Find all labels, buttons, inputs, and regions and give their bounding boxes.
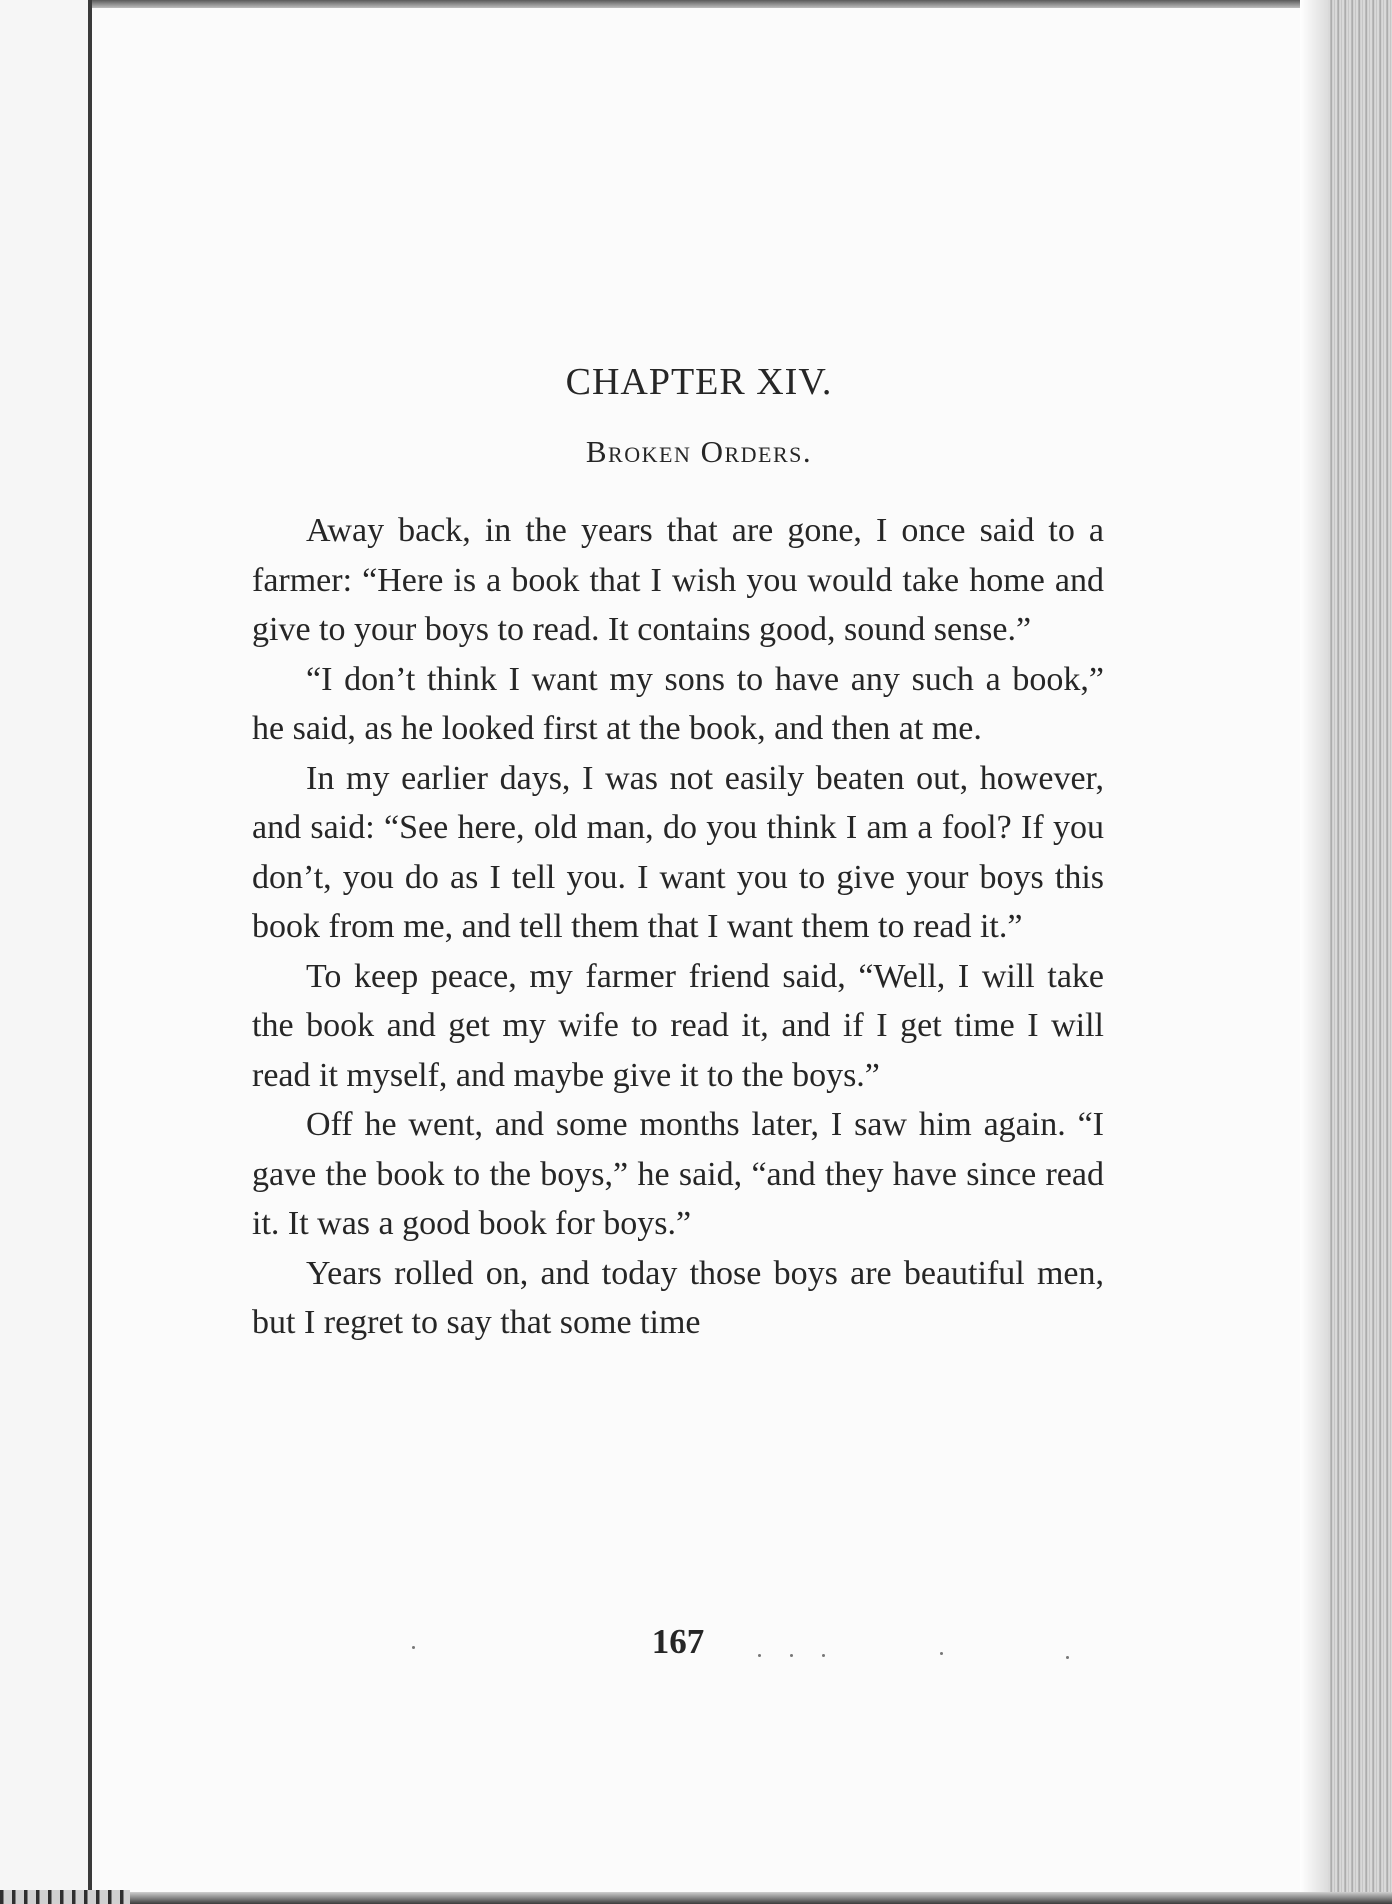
bottom-binding-marks xyxy=(0,1890,130,1904)
scan-speck xyxy=(412,1646,415,1649)
left-gutter xyxy=(0,0,88,1904)
scan-speck xyxy=(822,1654,825,1657)
chapter-title: CHAPTER XIV. xyxy=(565,361,833,403)
scan-speck xyxy=(758,1654,761,1657)
scan-speck xyxy=(940,1652,943,1655)
section-title: Broken Orders. xyxy=(585,434,813,469)
paragraph: To keep peace, my farmer friend said, “Well, I will take the book and get my wife to read it, and if I get time I will read it myself, and maybe give it to the boys.” xyxy=(252,957,1104,1094)
body-text xyxy=(252,506,1104,1348)
binding-edge xyxy=(88,0,92,1904)
paragraph: Off he went, and some months later, I saw him again. “I gave the book to the boys,” he said, “and they have since read it. It was a good book for boys.” xyxy=(252,1106,1104,1242)
page-stack-edge xyxy=(1328,0,1392,1904)
top-page-edge xyxy=(92,0,1342,8)
book-page xyxy=(252,360,1104,1661)
paragraph: In my earlier days, I was not easily beaten out, however, and said: “See here, old man, do you think I am a fool? If you don’t, you do as I tell you. I want you to give your boys this book from me, and tell them that I want them to read it.” xyxy=(252,759,1104,945)
page-number: 167 xyxy=(651,1622,705,1661)
scan-speck xyxy=(790,1654,793,1657)
right-page-shadow xyxy=(1300,0,1328,1904)
bottom-page-edge xyxy=(0,1892,1392,1904)
paragraph: Years rolled on, and today those boys are beautiful men, but I regret to say that some time xyxy=(252,1254,1104,1341)
scan-speck xyxy=(1066,1656,1069,1659)
paragraph: “I don’t think I want my sons to have any such a book,” he said, as he looked first at the book, and then at me. xyxy=(252,660,1104,747)
paragraph: Away back, in the years that are gone, I once said to a farmer: “Here is a book that I wish you would take home and give to your boys to read. It contains good, sound sense.” xyxy=(252,512,1104,648)
